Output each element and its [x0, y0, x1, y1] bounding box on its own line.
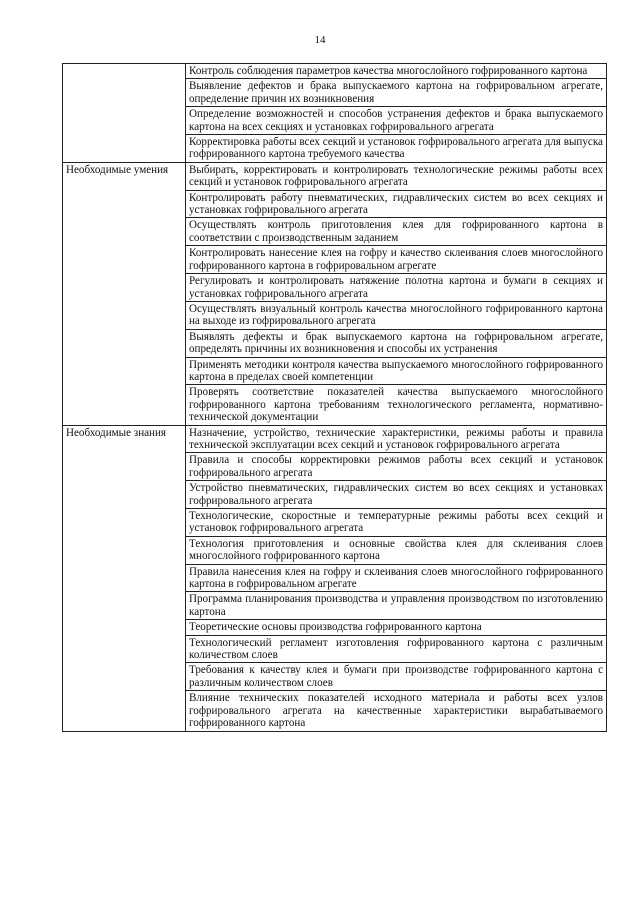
section-label: Необходимые знания [63, 425, 186, 731]
requirement-item: Выявление дефектов и брака выпускаемого картона на гофрировальном агрегате, определение причин их возникновения [186, 79, 607, 107]
requirement-item: Осуществлять визуальный контроль качества многослойного гофрированного картона на выходе из гофрировального агрегата [186, 301, 607, 329]
requirement-item: Технология приготовления и основные свойства клея для склеивания слоев многослойного гофрированного картона [186, 536, 607, 564]
table-row [63, 425, 607, 453]
requirement-item: Регулировать и контролировать натяжение полотна картона и бумаги в секциях и установках гофрировального агрегата [186, 274, 607, 302]
section-label [63, 64, 186, 163]
section-label: Необходимые умения [63, 162, 186, 425]
requirement-item: Технологические, скоростные и температурные режимы работы всех секций и установок гофрировального агрегата [186, 509, 607, 537]
requirement-item: Контроль соблюдения параметров качества многослойного гофрированного картона [186, 64, 607, 79]
requirement-item: Назначение, устройство, технические характеристики, режимы работы и правила технической эксплуатации всех секций и установок гофрировального агрегата [186, 425, 607, 453]
requirement-item: Технологический регламент изготовления гофрированного картона с различным количеством слоев [186, 635, 607, 663]
requirement-item: Правила и способы корректировки режимов работы всех секций и установок гофрировального агрегата [186, 453, 607, 481]
requirement-item: Контролировать нанесение клея на гофру и качество склеивания слоев многослойного гофрированного картона в гофрировальном агрегате [186, 246, 607, 274]
requirement-item: Выбирать, корректировать и контролировать технологические режимы работы всех секций и установок гофрировального агрегата [186, 162, 607, 190]
requirement-item: Применять методики контроля качества выпускаемого многослойного гофрированного картона в пределах своей компетенции [186, 357, 607, 385]
requirement-item: Проверять соответствие показателей качества выпускаемого многослойного гофрированного картона требованиям технологического регламента, нормативно-технической документации [186, 385, 607, 425]
requirement-item: Осуществлять контроль приготовления клея для гофрированного картона в соответствии с производственным заданием [186, 218, 607, 246]
requirement-item: Выявлять дефекты и брак выпускаемого картона на гофрировальном агрегате, определять причины их возникновения и способы их устранения [186, 329, 607, 357]
table-row [63, 64, 607, 79]
requirement-item: Определение возможностей и способов устранения дефектов и брака выпускаемого картона на всех секциях и установках гофрировального агрегата [186, 107, 607, 135]
requirement-item: Требования к качеству клея и бумаги при производстве гофрированного картона с различным количеством слоев [186, 663, 607, 691]
page-number: 14 [314, 34, 326, 46]
requirement-item: Корректировка работы всех секций и установок гофрировального агрегата для выпуска гофрированного картона требуемого качества [186, 135, 607, 163]
requirement-item: Устройство пневматических, гидравлических систем во всех секциях и установках гофрировального агрегата [186, 481, 607, 509]
requirement-item: Правила нанесения клея на гофру и склеивания слоев многослойного гофрированного картона в гофрировальном агрегате [186, 564, 607, 592]
requirement-item: Теоретические основы производства гофрированного картона [186, 620, 607, 635]
table-row [63, 162, 607, 190]
requirements-table [62, 63, 607, 732]
requirement-item: Программа планирования производства и управления производством по изготовлению картона [186, 592, 607, 620]
requirement-item: Влияние технических показателей исходного материала и работы всех узлов гофрировального агрегата на качественные характеристики вырабатываемого гофрированного картона [186, 691, 607, 731]
requirement-item: Контролировать работу пневматических, гидравлических систем во всех секциях и установках гофрировального агрегата [186, 190, 607, 218]
